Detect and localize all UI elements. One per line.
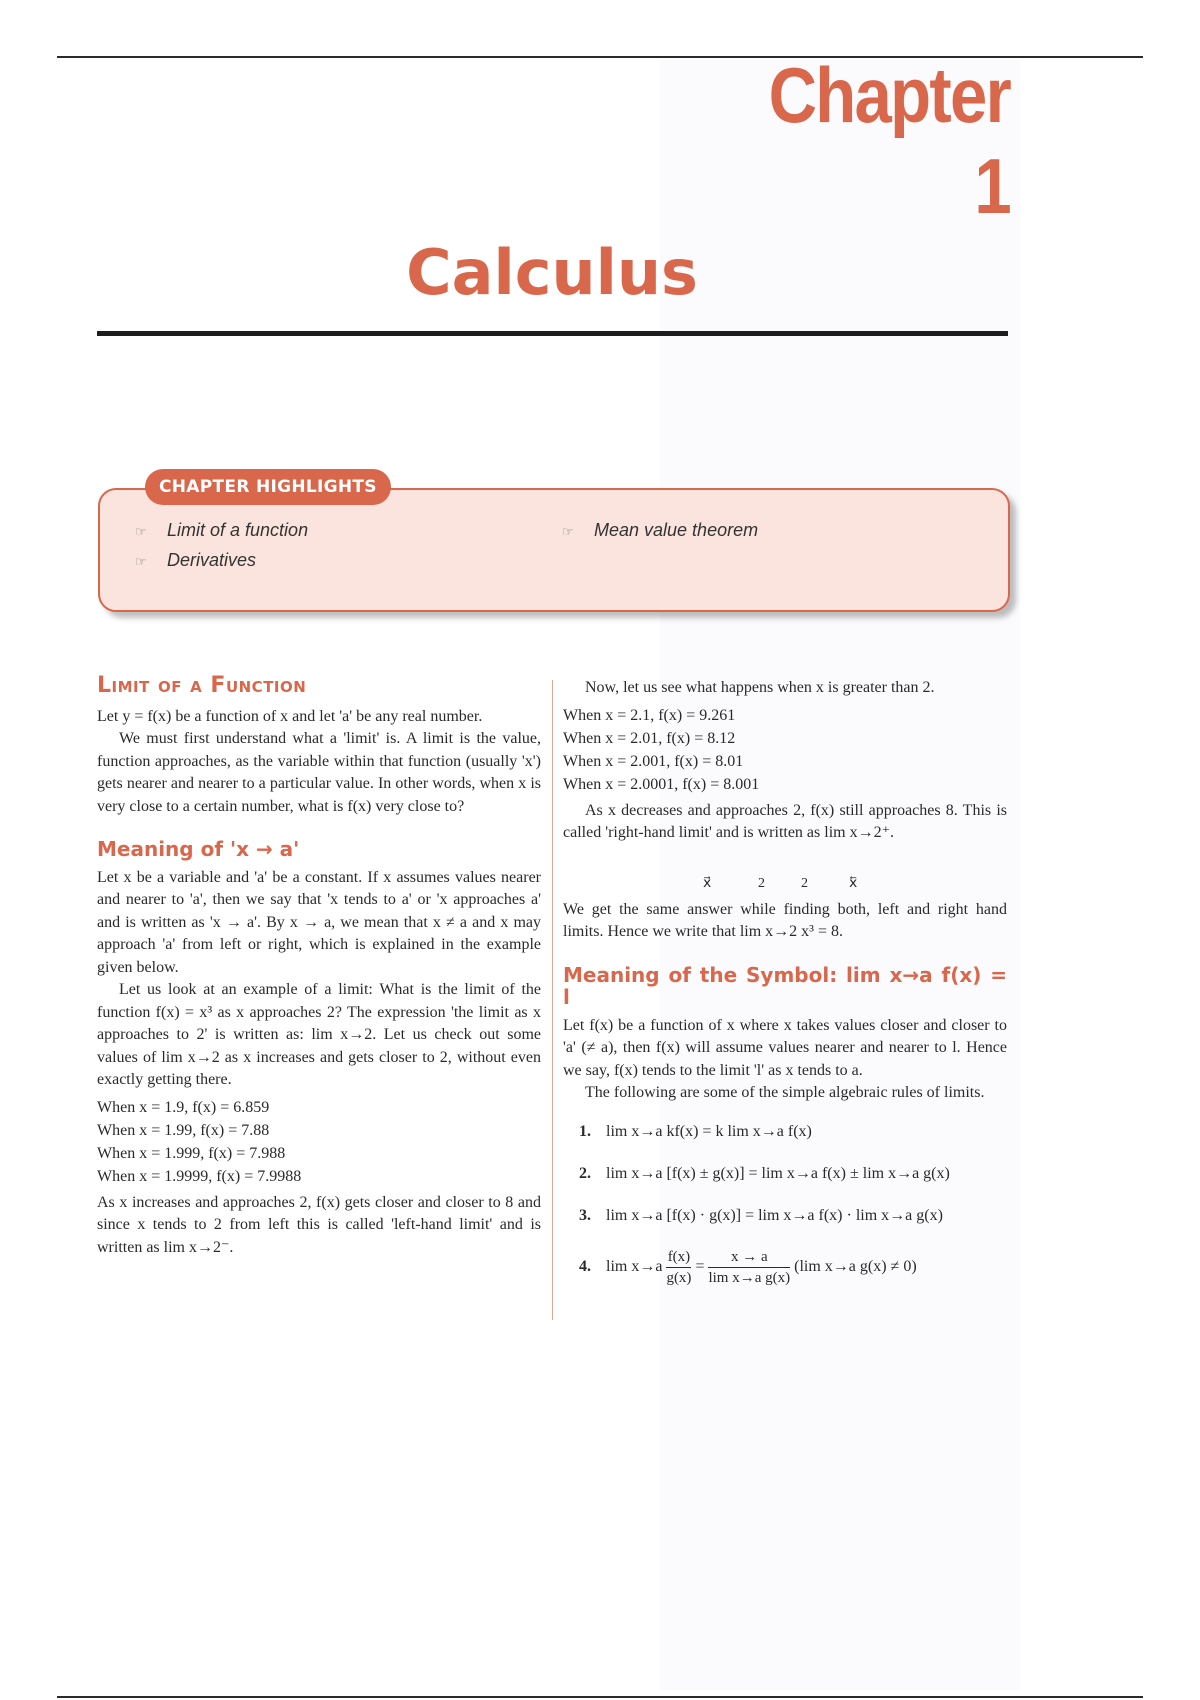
arrow-x-left: x⃗ [703,875,712,891]
limit-rule [563,1203,1007,1231]
limit-rule [563,1161,1007,1189]
fraction-numerator: f(x) [667,1249,691,1265]
chapter-title: Calculus [406,236,698,309]
value-row: When x = 1.9999, f(x) = 7.9988 [97,1167,302,1185]
column-divider [552,680,553,1320]
value-row: When x = 2.001, f(x) = 8.01 [563,752,744,770]
fraction-denominator: lim x→a g(x) [708,1270,791,1286]
arrow-two-left: 2 [758,875,765,891]
subheading-meaning-of-x-to-a: Meaning of 'x → a' [97,837,300,861]
fraction-denominator: g(x) [666,1270,692,1286]
value-row: When x = 2.0001, f(x) = 8.001 [563,775,760,793]
limit-definition-paragraph: We must first understand what a 'limit' is. A limit is the value, function approaches, as the variable within that function (usually 'x') gets nearer and nearer to a particular value. In other words, when x is very close to a certain number, what is f(x) very close to? [97,730,541,815]
highlight-item: ☞ Mean value theorem [562,520,759,540]
highlight-item: ☞ Limit of a function [135,520,309,540]
limit-rule [563,1119,1007,1147]
limit-rule [563,1245,1007,1291]
rule-number: 2. [579,1165,591,1183]
symbol-meaning-paragraph: Let f(x) be a function of x where x takes values closer and closer to 'a' (≠ a), then f(x) will assume values nearer and nearer to l. Hence we say, f(x) tends to the limit 'l' as x tends to a. [563,1016,1007,1079]
rule-number: 1. [579,1123,591,1141]
intro-paragraph: Let y = f(x) be a function of x and let 'a' be any real number. [97,707,483,725]
chapter-highlights-heading: CHAPTER HIGHLIGHTS [145,469,391,505]
section-heading-limit-of-a-function: Limit of a Function [97,673,307,698]
pointing-hand-icon: ☞ [562,524,574,539]
approach-arrows-diagram [563,873,1007,893]
left-values-list [97,1096,541,1188]
highlight-item: ☞ Derivatives [135,550,257,570]
value-row: When x = 1.999, f(x) = 7.988 [97,1144,286,1162]
right-column [563,677,1007,1305]
right-hand-limit-paragraph: As x decreases and approaches 2, f(x) still approaches 8. This is called 'right-hand limit' and is written as lim x→2⁺. [563,801,1007,841]
rule-expression: lim x→a [f(x) · g(x)] = lim x→a f(x) · lim x→a g(x) [606,1207,943,1225]
arrow-x-right: x⃖ [849,875,858,891]
fraction [708,1247,790,1288]
rule-expression: lim x→a kf(x) = k lim x→a f(x) [606,1123,812,1141]
left-column [97,675,541,1259]
bottom-rule [57,1696,1143,1698]
right-values-list [563,704,1007,796]
greater-than-paragraph: Now, let us see what happens when x is greater than 2. [585,679,935,696]
limit-rules-list [563,1119,1007,1291]
rule-number: 4. [579,1258,591,1276]
pointing-hand-icon: ☞ [135,554,147,569]
x-tends-to-a-paragraph: Let x be a variable and 'a' be a constant. If x assumes values nearer and nearer to 'a', then we say that 'x tends to a' or 'x approaches a' and is written as 'x → a'. By x → a, we mean that x ≠ a and x may approach 'a' from left or right, which is explained in the example given below. [97,868,541,976]
value-row: When x = 2.01, f(x) = 8.12 [563,729,736,747]
both-limits-paragraph: We get the same answer while finding both, left and right hand limits. Hence we write that lim x→2 x³ = 8. [563,900,1007,940]
subheading-meaning-of-symbol: Meaning of the Symbol: lim x→a f(x) = l [563,962,1007,1009]
value-row: When x = 2.1, f(x) = 9.261 [563,706,736,724]
example-paragraph: Let us look at an example of a limit: What is the limit of the function f(x) = x³ as x approaches 2? The expression 'the limit as x approaches to 2' is written as: lim x→2. Let us check out some values of lim x→2 as x increases and gets closer to 2, without even exactly getting there. [97,981,541,1088]
pointing-hand-icon: ☞ [135,524,147,539]
rule-condition: (lim x→a g(x) ≠ 0) [794,1258,917,1276]
rule-expression [606,1247,917,1288]
equals-sign: = [695,1258,705,1276]
value-row: When x = 1.9, f(x) = 6.859 [97,1098,270,1116]
fraction-numerator: x → a [730,1249,768,1265]
left-hand-limit-paragraph: As x increases and approaches 2, f(x) gets closer and closer to 8 and since x tends to 2 from left this is called 'left-hand limit' and is written as lim x→2⁻. [97,1193,541,1256]
rule-expression: lim x→a [f(x) ± g(x)] = lim x→a f(x) ± lim x→a g(x) [606,1165,950,1183]
arrow-two-right: 2 [801,875,808,891]
chapter-label: Chapter 1 [768,51,1010,230]
fraction [666,1247,691,1288]
title-rule [97,331,1008,336]
rule-number: 3. [579,1207,591,1225]
value-row: When x = 1.99, f(x) = 7.88 [97,1121,270,1139]
rules-intro-paragraph: The following are some of the simple algebraic rules of limits. [585,1084,985,1101]
rule-lim-prefix: lim x→a [606,1258,663,1276]
